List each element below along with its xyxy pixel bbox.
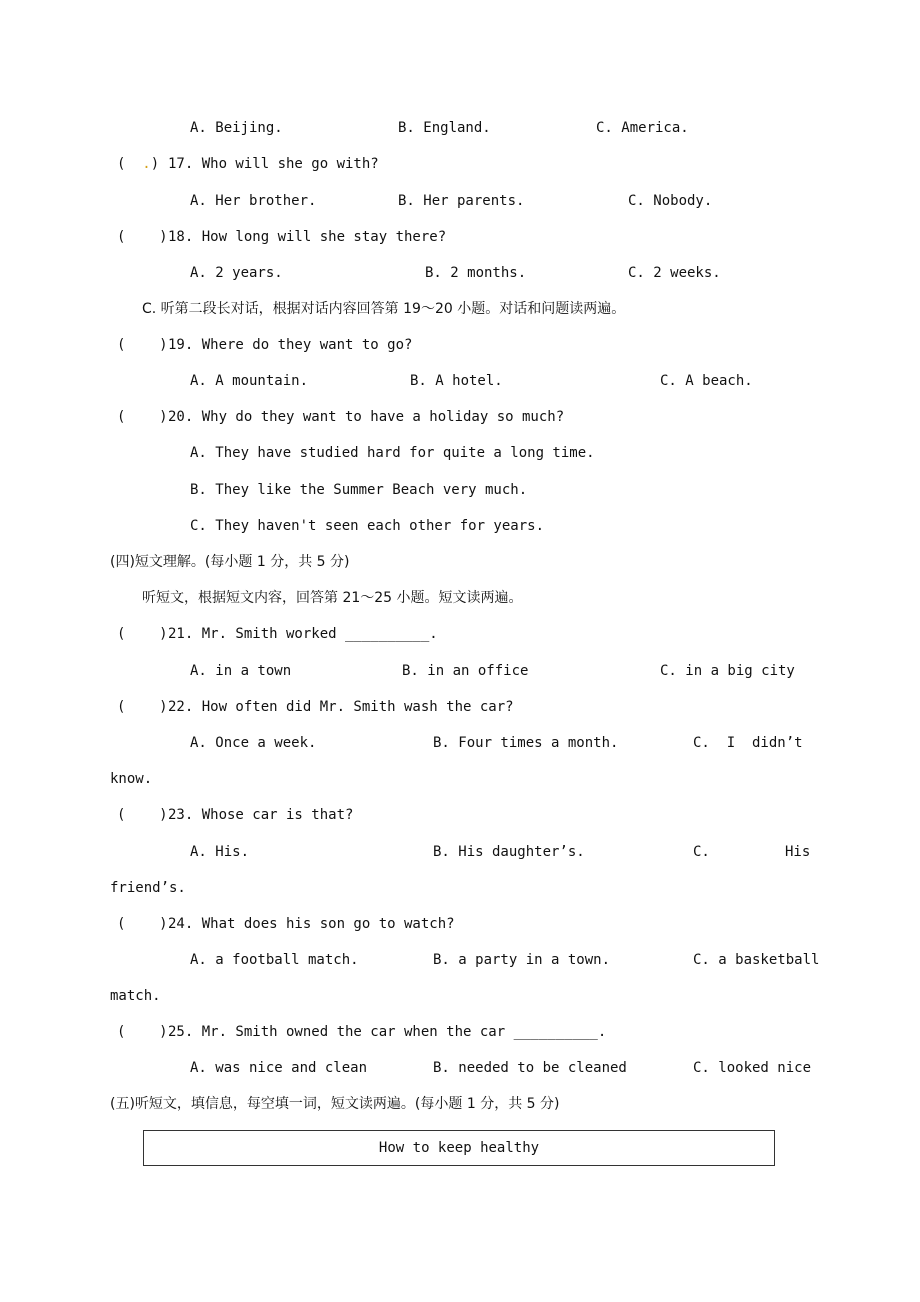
q25-stem: 25. Mr. Smith owned the car when the car __________. xyxy=(168,1024,607,1040)
q24-option-b: B. a party in a town. xyxy=(433,952,611,968)
q25-option-b: B. needed to be cleaned xyxy=(433,1060,627,1076)
q23-option-c-continued: friend’s. xyxy=(110,880,186,896)
q20-option-c: C. They haven't seen each other for years. xyxy=(190,518,545,534)
q18-answer-blank[interactable]: ( ) xyxy=(117,229,168,245)
q19-stem: 19. Where do they want to go? xyxy=(168,337,413,353)
q24-answer-blank[interactable]: ( ) xyxy=(117,916,168,932)
q18-option-a: A. 2 years. xyxy=(190,265,283,281)
q23-answer-blank[interactable]: ( ) xyxy=(117,807,168,823)
q17-paren-close: ) xyxy=(150,156,160,172)
q18-option-c: C. 2 weeks. xyxy=(628,265,721,281)
q21-option-c: C. in a big city xyxy=(660,663,795,679)
section-c-instruction: C. 听第二段长对话，根据对话内容回答第 19～20 小题。对话和问题读两遍。 xyxy=(142,301,626,317)
q22-option-c: C. I didn’t xyxy=(693,735,803,751)
q24-stem: 24. What does his son go to watch? xyxy=(168,916,455,932)
table-header-text: How to keep healthy xyxy=(378,1140,540,1156)
q21-option-a: A. in a town xyxy=(190,663,292,679)
q23-stem: 23. Whose car is that? xyxy=(168,807,354,823)
q24-option-c: C. a basketball xyxy=(693,952,820,968)
q17-option-c: C. Nobody. xyxy=(628,193,713,209)
q20-stem: 20. Why do they want to have a holiday so much? xyxy=(168,409,565,425)
q22-option-c-continued: know. xyxy=(110,771,153,787)
q21-answer-blank[interactable]: ( ) xyxy=(117,626,168,642)
q18-option-b: B. 2 months. xyxy=(425,265,527,281)
q22-stem: 22. How often did Mr. Smith wash the car? xyxy=(168,699,514,715)
q21-stem: 21. Mr. Smith worked __________. xyxy=(168,626,438,642)
q19-answer-blank[interactable]: ( ) xyxy=(117,337,168,353)
q21-option-b: B. in an office xyxy=(402,663,529,679)
q19-option-a: A. A mountain. xyxy=(190,373,309,389)
q22-option-a: A. Once a week. xyxy=(190,735,317,751)
q17-paren-open: ( xyxy=(117,156,126,172)
q17-stem: 17. Who will she go with? xyxy=(168,156,379,172)
q16-option-a: A. Beijing. xyxy=(190,120,283,136)
q18-stem: 18. How long will she stay there? xyxy=(168,229,447,245)
info-table-header-row xyxy=(143,1130,775,1166)
q16-option-b: B. England. xyxy=(398,120,491,136)
q23-option-a: A. His. xyxy=(190,844,250,860)
q22-answer-blank[interactable]: ( ) xyxy=(117,699,168,715)
q20-answer-blank[interactable]: ( ) xyxy=(117,409,168,425)
q25-answer-blank[interactable]: ( ) xyxy=(117,1024,168,1040)
q23-option-c-letter: C. xyxy=(693,844,710,860)
q24-option-c-continued: match. xyxy=(110,988,161,1004)
q23-option-b: B. His daughter’s. xyxy=(433,844,585,860)
q23-option-c-word: His xyxy=(785,844,811,860)
part4-title: (四)短文理解。(每小题 1 分，共 5 分) xyxy=(110,554,350,570)
q17-option-a: A. Her brother. xyxy=(190,193,317,209)
q19-option-b: B. A hotel. xyxy=(410,373,503,389)
yellow-dot-icon: . xyxy=(125,156,151,172)
q25-option-a: A. was nice and clean xyxy=(190,1060,368,1076)
q25-option-c: C. looked nice xyxy=(693,1060,812,1076)
q17-answer-blank[interactable] xyxy=(117,155,159,173)
q16-option-c: C. America. xyxy=(596,120,689,136)
q17-option-b: B. Her parents. xyxy=(398,193,525,209)
part5-title: (五)听短文，填信息，每空填一词，短文读两遍。(每小题 1 分，共 5 分) xyxy=(110,1096,560,1112)
q20-option-b: B. They like the Summer Beach very much. xyxy=(190,482,528,498)
q20-option-a: A. They have studied hard for quite a long time. xyxy=(190,445,595,461)
part4-instruction: 听短文，根据短文内容，回答第 21～25 小题。短文读两遍。 xyxy=(142,590,523,606)
q24-option-a: A. a football match. xyxy=(190,952,359,968)
q19-option-c: C. A beach. xyxy=(660,373,753,389)
q22-option-b: B. Four times a month. xyxy=(433,735,619,751)
